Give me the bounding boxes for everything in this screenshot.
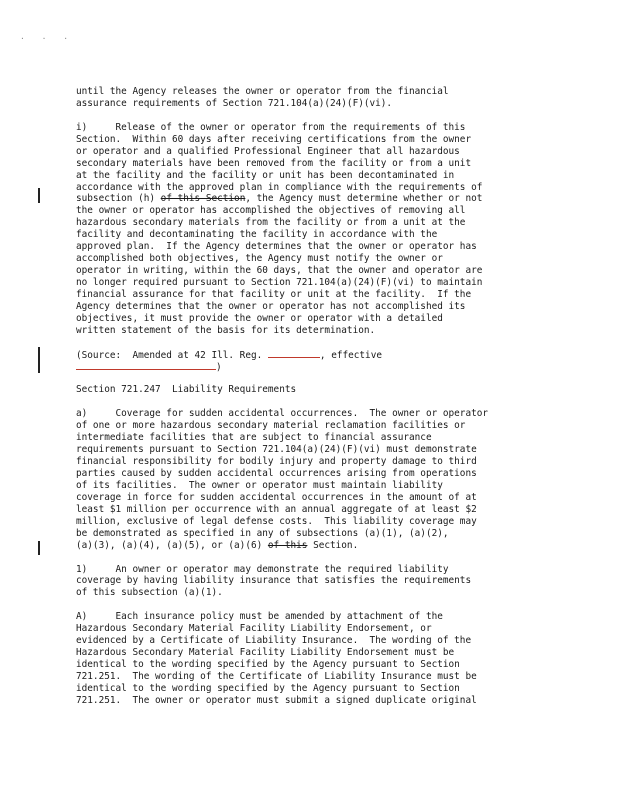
struck-text: of this Section (160, 193, 246, 205)
text-line: 721.251. The wording of the Certificate of Liability Insurance must be (76, 670, 477, 682)
scan-specks: · · · (20, 34, 75, 43)
text-line: Hazardous Secondary Material Facility Liability Endorsement must be (76, 647, 455, 659)
text-line: i) Release of the owner or operator from the requirements of this (76, 121, 466, 133)
text-line: of its facilities. The owner or operator must maintain liability (76, 479, 443, 491)
source-note (76, 361, 546, 373)
struck-text: of this (267, 539, 308, 551)
text-line: assurance requirements of Section 721.104(a)(24)(F)(vi). (76, 97, 393, 109)
text-line (76, 540, 546, 552)
text-line: accomplished both objectives, the Agency must notify the owner or (76, 253, 443, 265)
text-line: of this subsection (a)(1). (76, 587, 223, 599)
text-span: (Source: Amended at 42 Ill. Reg. (76, 349, 268, 361)
text-line: or operator and a qualified Professional Engineer that all hazardous (76, 145, 460, 157)
text-line: identical to the wording specified by the Agency pursuant to Section (76, 659, 460, 670)
text-line: Hazardous Secondary Material Facility Liability Endorsement, or (76, 623, 432, 635)
text-line: operator in writing, within the 60 days, that the owner and operator are (76, 265, 483, 277)
text-line: no longer required pursuant to Section 721.104(a)(24)(F)(vi) to maintain (76, 277, 483, 288)
text-line: evidenced by a Certificate of Liability Insurance. The wording of the (76, 635, 472, 647)
text-line: least $1 million per occurrence with an annual aggregate of at least $2 (76, 503, 477, 515)
text-line: written statement of the basis for its determination. (76, 324, 376, 336)
revision-bar (38, 541, 40, 555)
text-line: of one or more hazardous secondary material reclamation facilities or (76, 420, 466, 432)
text-line: coverage by having liability insurance that satisfies the requirements (76, 575, 472, 587)
text-line: million, exclusive of legal defense costs. This liability coverage may (76, 515, 477, 527)
section-heading: Section 721.247 Liability Requirements (76, 384, 297, 396)
text-line: 721.251. The owner or operator must submit a signed duplicate original (76, 694, 477, 706)
text-line: secondary materials have been removed from the facility or from a unit (76, 157, 472, 169)
text-line: until the Agency releases the owner or operator from the financial (76, 86, 449, 97)
blank-field (268, 349, 320, 358)
document-body (76, 86, 546, 707)
text-line: approved plan. If the Agency determines that the owner or operator has (76, 241, 477, 253)
text-span: ) (216, 361, 222, 373)
source-note (76, 349, 546, 361)
text-line (76, 193, 546, 205)
text-line: at the facility and the facility or unit has been decontaminated in (76, 169, 455, 181)
text-line: objectives, it must provide the owner or operator with a detailed (76, 312, 443, 324)
text-line: coverage in force for sudden accidental occurrences in the amount of at (76, 491, 477, 503)
blank-field (76, 361, 216, 370)
text-line: intermediate facilities that are subject to financial assurance (76, 432, 432, 444)
text-line: Section. Within 60 days after receiving certifications from the owner (76, 133, 472, 145)
text-line: the owner or operator has accomplished the objectives of removing all (76, 205, 466, 217)
text-line: facility and decontaminating the facility in accordance with the (76, 229, 438, 241)
text-line: A) Each insurance policy must be amended by attachment of the (76, 611, 443, 623)
text-span: subsection (h) (76, 193, 161, 205)
text-line: be demonstrated as specified in any of subsections (a)(1), (a)(2), (76, 527, 449, 539)
text-line: a) Coverage for sudden accidental occurrences. The owner or operator (76, 408, 489, 420)
text-line: identical to the wording specified by the Agency pursuant to Section (76, 682, 460, 694)
text-span: , the Agency must determine whether or not (245, 193, 483, 205)
text-line: parties caused by sudden accidental occurrences arising from operations (76, 468, 477, 479)
revision-bar (38, 188, 40, 203)
text-line: financial responsibility for bodily injury and property damage to third (76, 456, 477, 468)
revision-bar (38, 347, 40, 373)
text-line: requirements pursuant to Section 721.104(a)(24)(F)(vi) must demonstrate (76, 444, 477, 456)
text-line: financial assurance for that facility or unit at the facility. If the (76, 288, 472, 300)
text-line: 1) An owner or operator may demonstrate the required liability (76, 563, 449, 575)
text-line: accordance with the approved plan in compliance with the requirements of (76, 181, 483, 193)
text-span: , effective (319, 349, 382, 361)
text-line: hazardous secondary materials from the facility or from a unit at the (76, 217, 466, 229)
text-span: Section. (307, 539, 359, 551)
text-span: (a)(3), (a)(4), (a)(5), or (a)(6) (76, 539, 268, 551)
text-line: Agency determines that the owner or operator has not accomplished its (76, 300, 466, 312)
